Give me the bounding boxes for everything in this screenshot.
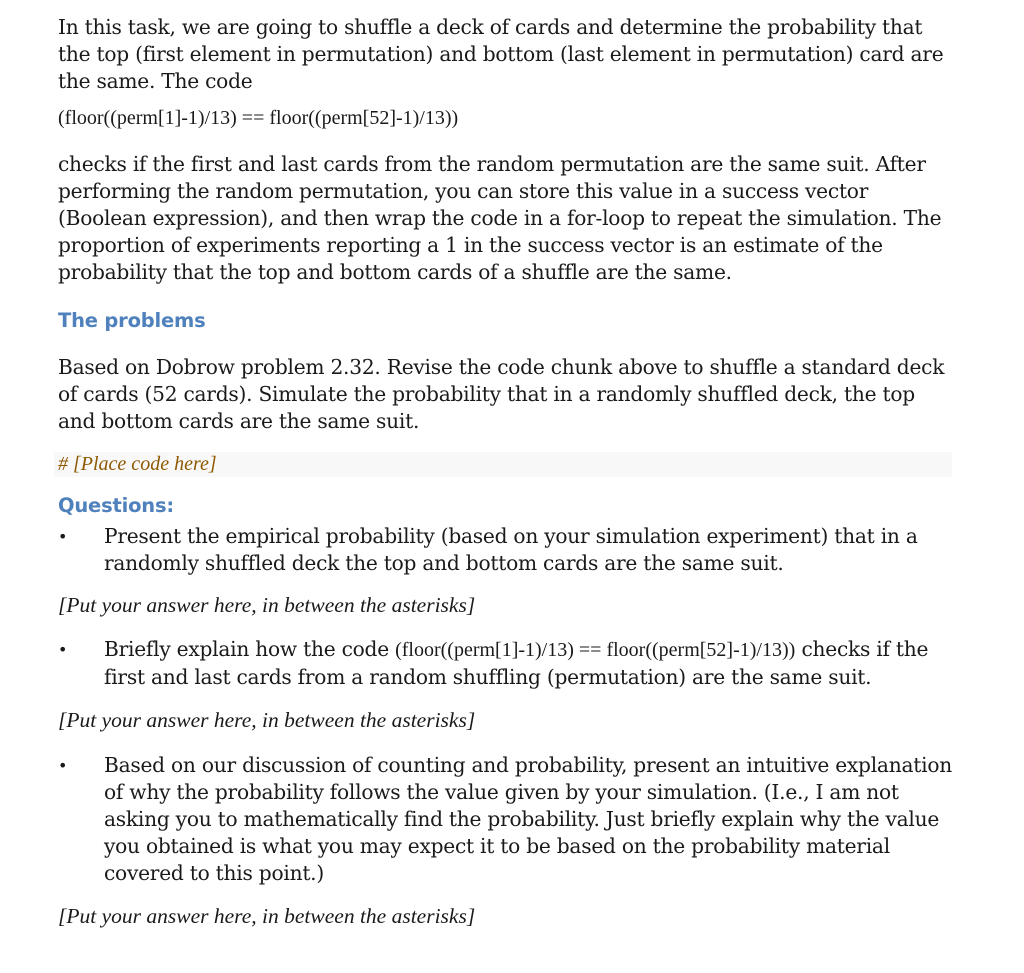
question-3-text: Based on our discussion of counting and probability, present an intuitive explanation of why the probability follows the value given by your simulation. (I.e., I am not asking you to mathematically find the probability. Just briefly explain why the value you obtained is what you may expect it to be based on the probability material covered to this point.) — [104, 753, 952, 885]
bullet-icon: • — [58, 756, 68, 775]
document-page — [58, 14, 958, 930]
question-2 — [58, 636, 958, 691]
problems-heading: The problems — [58, 309, 206, 332]
question-2-text — [104, 636, 958, 691]
problem-text: Based on Dobrow problem 2.32. Revise the code chunk above to shuffle a standard deck of cards (52 cards). Simulate the probability that in a randomly shuffled deck, the top and bottom cards are the same suit. — [58, 355, 945, 433]
question-3 — [58, 752, 958, 887]
question-2-code: (floor((perm[1]-1)/13) == floor((perm[52]-1)/13)) — [395, 639, 796, 661]
question-1 — [58, 523, 958, 577]
code-expression: (floor((perm[1]-1)/13) == floor((perm[52]-1)/13)) — [58, 107, 459, 129]
bullet-icon: • — [58, 527, 68, 546]
answer-placeholder-3[interactable]: [Put your answer here, in between the asterisks] — [58, 904, 476, 928]
question-2-before: Briefly explain how the code — [104, 637, 396, 661]
code-placeholder-block[interactable]: # [Place code here] — [54, 452, 952, 477]
intro-paragraph: In this task, we are going to shuffle a deck of cards and determine the probability that the top (first element in permutation) and bottom (last element in permutation) card are the same. The code — [58, 15, 944, 93]
questions-heading: Questions: — [58, 494, 174, 517]
bullet-icon: • — [58, 640, 68, 659]
answer-placeholder-1[interactable]: [Put your answer here, in between the asterisks] — [58, 593, 476, 617]
question-1-text: Present the empirical probability (based on your simulation experiment) that in a randomly shuffled deck the top and bottom cards are the same suit. — [104, 524, 918, 575]
question-2-after: checks if the first and last cards from a random shuffling (permutation) are the same suit. — [104, 637, 929, 689]
explanation-paragraph: checks if the first and last cards from the random permutation are the same suit. After performing the random permutation, you can store this value in a success vector (Boolean expression), and then wrap the code in a for-loop to repeat the simulation. The proportion of experiments reporting a 1 in the success vector is an estimate of the probability that the top and bottom cards of a shuffle are the same. — [58, 152, 942, 284]
answer-placeholder-2[interactable]: [Put your answer here, in between the asterisks] — [58, 708, 476, 732]
